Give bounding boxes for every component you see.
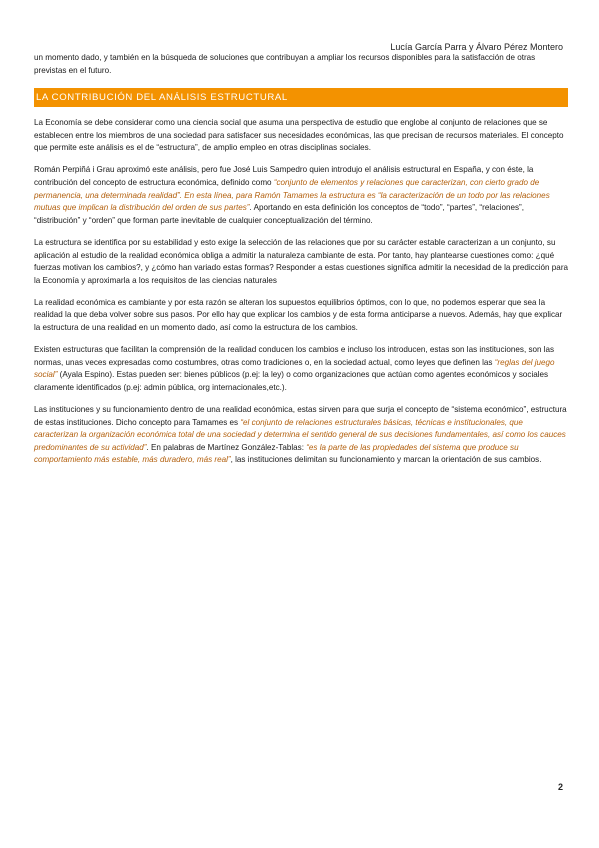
text-segment: . En palabras de Martínez González-Tablas: [146, 442, 307, 452]
paragraph-structure-concept [34, 164, 568, 227]
text-segment: . Aportando en esta definición los conceptos de “todo”, “partes”, “relaciones”, “distribución” y “orden” que forman parte inevitable de cualquier conceptualización del término. [34, 203, 524, 225]
text-segment: Existen estructuras que facilitan la comprensión de la realidad conducen los cambios e incluso los introducen, estas son las instituciones, son las normas, unas veces expresadas como costumbres, otras como tradiciones o, en la sociedad actual, como leyes que definen las [34, 345, 555, 367]
text-segment: Román Perpiñá i Grau aproximó este análisis, pero fue José Luis Sampedro quien introdujo el análisis estructural en España, y con éste, la contribución del concepto de estructura económica, definido como [34, 165, 534, 188]
paragraph-changing-reality: La realidad económica es cambiante y por esta razón se alteran los supuestos equilibrios óptimos, con lo que, no podemos esperar que sea la realidad la que deba volver sobre sus pasos. Por ello hay que explicar los cambios y de esta forma anticiparse a nuevos. Además, hay que explicar la estructura de una realidad en un momento dado, así como la estructura de los cambios. [34, 297, 563, 332]
intro-paragraph: un momento dado, y también en la búsqueda de soluciones que contribuyan a ampliar los recursos disponibles para la satisfacción de otras previstas en el futuro. [34, 53, 536, 75]
quote-social-rules: “reglas del juego social” [34, 357, 555, 380]
text-segment: Las instituciones y su funcionamiento dentro de una realidad económica, estas sirven para que surja el concepto de “sistema económico”, estructura de estas instituciones. Dicho concepto para Tamames es [34, 404, 567, 427]
page-number: 2 [557, 782, 563, 792]
paragraph-economics-definition: La Economía se debe considerar como una ciencia social que asuma una perspectiva de estudio que englobe al conjunto de relaciones que se establecen entre los miembros de una sociedad para satisfacer sus necesidades económicas, las que precisan de recursos materiales. El concepto que permite este análisis es el de “estructura”, de amplio empleo en otras disciplinas sociales. [34, 118, 564, 153]
paragraph-stability: La estructura se identifica por su estabilidad y esto exige la selección de las relaciones que por su carácter estable caracterizan a un conjunto, su aplicación al estudio de la realidad económica obliga a admitir la naturaleza cambiante de esta. Por tanto, hay plantearse cuestiones como: ¿qué fuerzas motivan los cambios?, y ¿cómo han variado estas formas? Responder a estas cuestiones significa admitir la necesidad de la predicción para la Economía y aproximarla a los requisitos de las ciencias naturales [34, 237, 569, 285]
paragraph-economic-system [34, 404, 568, 467]
quote-tamames-system: “el conjunto de relaciones estructurales básicas, técnicas e institucionales, que caracterizan la organización económica total de una sociedad y determina el sentido general de sus decisiones fundamentales, así como los cauces predominantes de su actividad” [34, 417, 566, 452]
paragraph-institutions [34, 344, 568, 394]
quote-martinez-gonzalez-tablas: “es la parte de las propiedades del sistema que produce su comportamiento más estable, más duradero, más real” [34, 442, 519, 465]
text-segment: (Ayala Espino). Estas pueden ser: bienes públicos (p.ej: la ley) o como organizaciones que actúan como agentes económicos y sociales claramente identificados (p.ej: admin pública, org internacionales,etc.). [34, 370, 549, 392]
section-heading: LA CONTRIBUCIÓN DEL ANÁLISIS ESTRUCTURAL [34, 88, 568, 107]
header-author: Lucía García Parra y Álvaro Pérez Montero [390, 42, 563, 52]
document-body [34, 52, 568, 476]
text-segment: , las instituciones delimitan su funcionamiento y marcan la orientación de sus cambios. [230, 455, 542, 465]
quote-sampedro-tamames: “conjunto de elementos y relaciones que caracterizan, con cierto grado de permanencia, una determinada realidad”. En esta línea, para Ramón Tamames la estructura es “la caracterización de un todo por las relaciones mutuas que implican la distribución del orden de sus partes” [34, 178, 550, 213]
